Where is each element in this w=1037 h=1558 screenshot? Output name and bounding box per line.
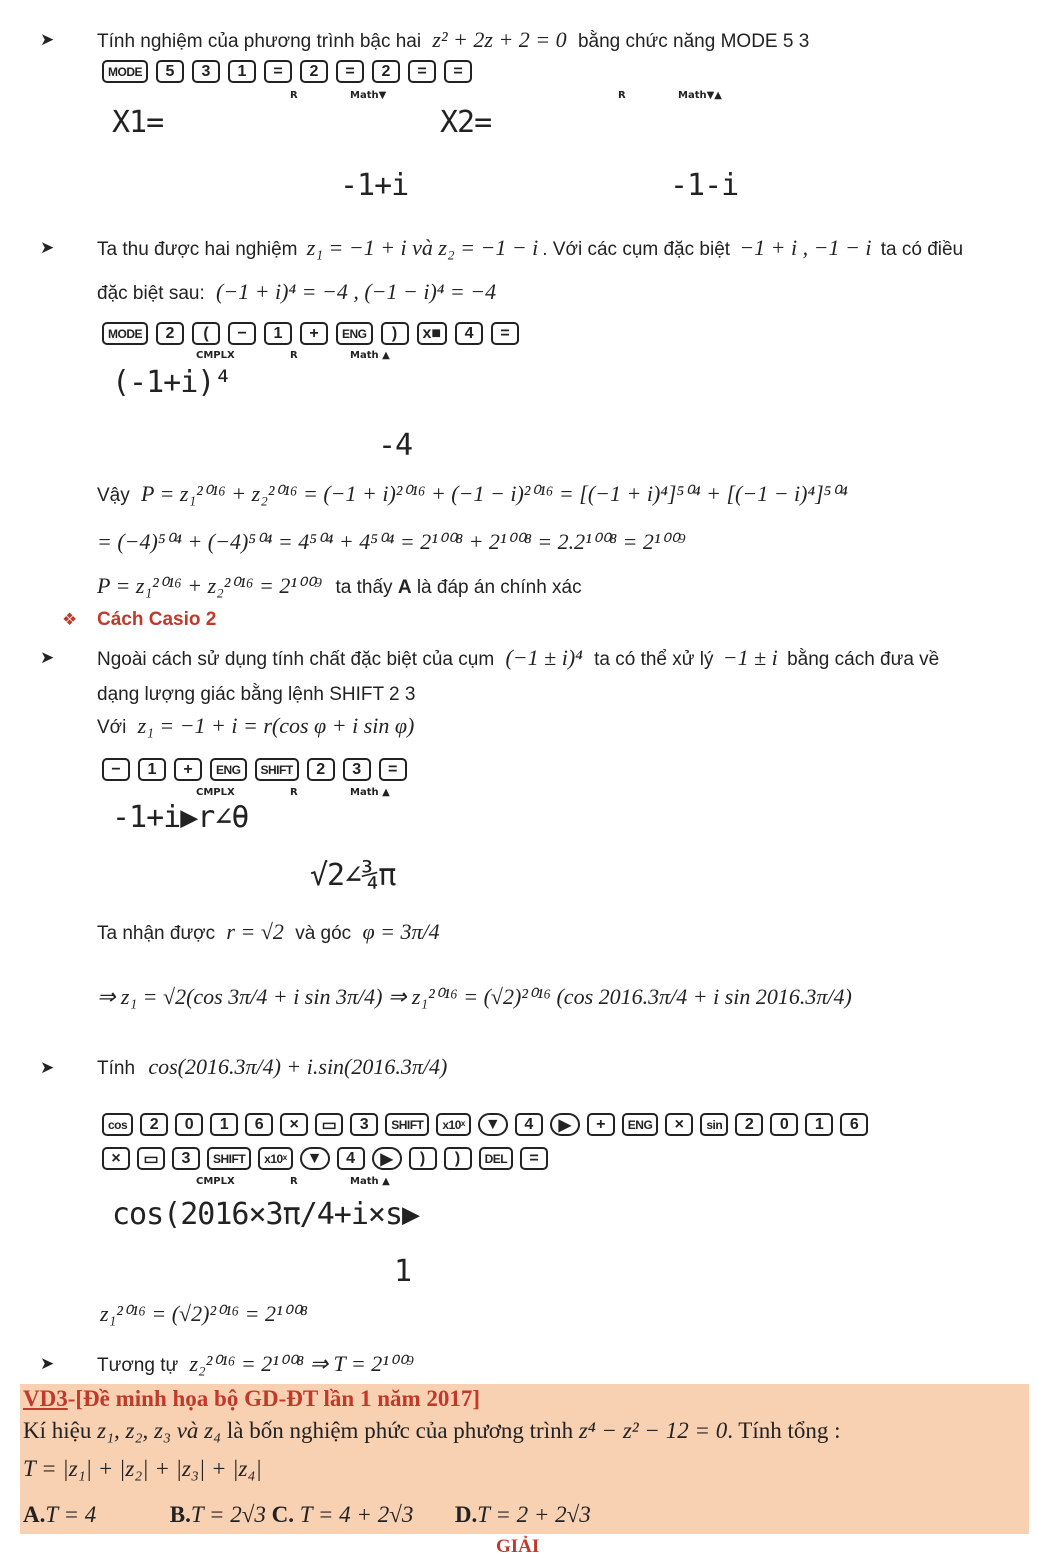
calc-key: ×	[665, 1113, 693, 1136]
s2-lcd-input: (-1+i)⁴	[112, 365, 232, 400]
bullet-arrow-icon: ➤	[40, 1058, 55, 1077]
bullet-arrow-icon: ➤	[40, 648, 55, 667]
calc-key: )	[444, 1147, 472, 1170]
calc-key: SHIFT	[207, 1147, 251, 1170]
calc-key: =	[408, 60, 436, 83]
s1-ind-right: Math▼▲	[678, 90, 722, 101]
x1-label: X1=	[112, 105, 164, 140]
s3-eq-f2: φ = 3π/4	[362, 919, 440, 944]
calc-key: 1	[264, 322, 292, 345]
calc-key: ▶	[372, 1147, 402, 1170]
s1-keys	[102, 60, 472, 83]
s2-conc-b: A	[397, 577, 412, 598]
s2-eq-a: z₁ = −1 + i và z₂ = −1 − i	[306, 235, 539, 260]
s1-equation: z² + 2z + 2 = 0	[432, 27, 567, 52]
s3-ind-cmplx: CMPLX	[196, 787, 235, 798]
opt-a: T = 4	[45, 1502, 97, 1527]
calc-key: =	[264, 60, 292, 83]
s3-text-f: Ta nhận được	[97, 923, 216, 944]
s3-text-c: bằng cách đưa về	[787, 649, 940, 670]
s2-line3	[97, 482, 848, 508]
calc-key: 4	[515, 1113, 543, 1136]
s2-eq-p2: = (−4)⁵⁰⁴ + (−4)⁵⁰⁴ = 4⁵⁰⁴ + 4⁵⁰⁴ = 2¹⁰⁰⁸ + 2¹⁰⁰⁸ = 2.2¹⁰⁰⁸ = 2¹⁰⁰⁹	[97, 529, 686, 554]
s3-eq-a: (−1 ± i)⁴	[505, 645, 583, 670]
s2-text-a: Ta thu được hai nghiệm	[97, 239, 298, 260]
s2-vay: Vậy	[97, 485, 130, 506]
s3-lcd-result: √2∠¾π	[310, 858, 396, 893]
vd3-l1-b: là bốn nghiệm phức của phương trình	[226, 1418, 574, 1443]
calc-key: ▭	[315, 1113, 343, 1136]
calc-key: 3	[343, 758, 371, 781]
calc-key: x10ˣ	[258, 1147, 292, 1170]
calc-key: 3	[172, 1147, 200, 1170]
x2-value: -1-i	[670, 168, 739, 203]
vd3-line2: T = |z₁| + |z₂| + |z₃| + |z₄|	[23, 1456, 262, 1481]
s4-lcd-input: cos(2016×3π/4+i×s▶	[112, 1197, 420, 1232]
s3-eq-f1: r = √2	[226, 919, 284, 944]
lcd-r-indicator-2: R	[618, 90, 626, 101]
s2-ind-math: Math ▲	[350, 350, 390, 361]
s3-eq-b: −1 ± i	[722, 645, 778, 670]
s4-eq-h: z₁²⁰¹⁶ = (√2)²⁰¹⁶ = 2¹⁰⁰⁸	[100, 1301, 308, 1326]
s1-line	[97, 28, 809, 54]
calc-key: )	[409, 1147, 437, 1170]
calc-key: 2	[140, 1113, 168, 1136]
s4-keys1	[102, 1113, 868, 1136]
s4-eq-a: cos(2016.3π/4) + i.sin(2016.3π/4)	[148, 1054, 448, 1079]
s2-line4	[97, 530, 686, 556]
s4-line1	[97, 1055, 447, 1081]
calc-key: 2	[735, 1113, 763, 1136]
s4-keys2	[102, 1147, 548, 1170]
calc-key: sin	[700, 1113, 728, 1136]
calc-key: ×	[102, 1147, 130, 1170]
vd3-box	[20, 1384, 1029, 1534]
s2-keys	[102, 322, 519, 345]
calc-key: −	[228, 322, 256, 345]
calc-key: ▼	[300, 1147, 330, 1170]
opt-d: T = 2 + 2√3	[477, 1502, 591, 1527]
s2-line1	[97, 236, 963, 262]
s2-line5	[97, 574, 582, 600]
s3-text-f2: và góc	[295, 923, 352, 944]
s3-text-a: Ngoài cách sử dụng tính chất đặc biệt của cụm	[97, 649, 495, 670]
calc-key: =	[336, 60, 364, 83]
s4-line3	[97, 1352, 414, 1378]
s3-text-e: Với	[97, 717, 127, 738]
opt-d-label: D.	[454, 1502, 478, 1527]
opt-b-label: B.	[169, 1502, 191, 1527]
calc-key: 0	[770, 1113, 798, 1136]
calc-key: =	[379, 758, 407, 781]
s2-text-c: ta có điều	[880, 239, 964, 260]
calc-key: SHIFT	[255, 758, 299, 781]
s4-lcd-result: 1	[394, 1254, 412, 1289]
calc-key: )	[381, 322, 409, 345]
lcd-r-indicator-4: R	[290, 787, 298, 798]
s4-ind-math: Math ▲	[350, 1176, 390, 1187]
calc-key: 2	[156, 322, 184, 345]
bullet-arrow-icon: ➤	[40, 1354, 55, 1373]
vd3-title-b: -[Đề minh họa bộ GD-ĐT lần 1 năm 2017]	[67, 1386, 481, 1411]
calc-key: SHIFT	[385, 1113, 429, 1136]
s3-line3	[97, 714, 414, 740]
bullet-arrow-icon: ➤	[40, 30, 55, 49]
s3-line4	[97, 920, 440, 946]
s1-text: Tính nghiệm của phương trình bậc hai	[97, 31, 422, 52]
s3-ind-math: Math ▲	[350, 787, 390, 798]
calc-key: 3	[192, 60, 220, 83]
calc-key: +	[300, 322, 328, 345]
footer-giai: GIẢI	[496, 1536, 540, 1557]
s2-eq-b: −1 + i , −1 − i	[739, 235, 872, 260]
calc-key: 2	[307, 758, 335, 781]
s3-keys	[102, 758, 407, 781]
vd3-l1-eq: z₁, z₂, z₃ và z₄	[97, 1418, 222, 1443]
s4-text-a: Tính	[97, 1058, 136, 1079]
calc-key: 4	[455, 322, 483, 345]
calc-key: =	[520, 1147, 548, 1170]
vd3-title	[23, 1386, 480, 1412]
opt-c: T = 4 + 2√3	[299, 1502, 414, 1527]
opt-a-label: A.	[23, 1502, 46, 1527]
s3-text-b: ta có thể xử lý	[594, 649, 714, 670]
calc-key: cos	[102, 1113, 133, 1136]
calc-key: ▼	[478, 1113, 508, 1136]
s3-text-d: dạng lượng giác bằng lệnh SHIFT 2 3	[97, 684, 416, 705]
calc-key: ▭	[137, 1147, 165, 1170]
s2-conc-c: là đáp án chính xác	[416, 577, 582, 598]
calc-key: 2	[300, 60, 328, 83]
s3-eq-g: ⇒ z₁ = √2(cos 3π/4 + i sin 3π/4) ⇒ z₁²⁰¹⁶ = (√2)²⁰¹⁶ (cos 2016.3π/4 + i sin 2016.3π/4)	[97, 984, 852, 1009]
calc-key: +	[174, 758, 202, 781]
calc-key: +	[587, 1113, 615, 1136]
opt-c-label: C.	[271, 1502, 295, 1527]
s3-lcd-input: -1+i▶r∠θ	[112, 800, 249, 835]
s2-eq-d: (−1 + i)⁴ = −4 , (−1 − i)⁴ = −4	[216, 279, 497, 304]
x2-label: X2=	[440, 105, 492, 140]
calc-key: MODE	[102, 322, 148, 345]
calc-key: 0	[175, 1113, 203, 1136]
lcd-r-indicator-5: R	[290, 1176, 298, 1187]
calc-key: 1	[210, 1113, 238, 1136]
calc-key: =	[444, 60, 472, 83]
calc-key: 3	[350, 1113, 378, 1136]
calc-key: 6	[245, 1113, 273, 1136]
vd3-l1-eq2: z⁴ − z² − 12 = 0	[578, 1418, 728, 1443]
bullet-arrow-icon: ➤	[40, 238, 55, 257]
s3-eq-e: z₁ = −1 + i = r(cos φ + i sin φ)	[137, 713, 415, 738]
calc-key: 1	[138, 758, 166, 781]
s2-line2	[97, 280, 496, 306]
calc-key: DEL	[479, 1147, 514, 1170]
vd3-line1	[23, 1418, 841, 1444]
opt-b: T = 2√3	[190, 1502, 266, 1527]
vd3-l1-c: . Tính tổng :	[727, 1418, 841, 1443]
s2-lcd-result: -4	[378, 428, 413, 463]
lcd-r-indicator: R	[290, 90, 298, 101]
s3-line1	[97, 646, 939, 672]
vd3-options	[23, 1502, 591, 1528]
vd3-l1-a: Kí hiệu	[23, 1418, 92, 1443]
s2-text-b: . Với các cụm đặc biệt	[542, 239, 731, 260]
calc-key: 1	[805, 1113, 833, 1136]
calc-key: ENG	[336, 322, 373, 345]
calc-key: ENG	[622, 1113, 659, 1136]
s2-eq-p1: P = z₁²⁰¹⁶ + z₂²⁰¹⁶ = (−1 + i)²⁰¹⁶ + (−1 − i)²⁰¹⁶ = [(−1 + i)⁴]⁵⁰⁴ + [(−1 − i)⁴]⁵⁰⁴	[141, 481, 848, 506]
calc-key: MODE	[102, 60, 148, 83]
calc-key: ENG	[210, 758, 247, 781]
s1-ind-left: Math▼	[350, 90, 387, 101]
s1-text2: bằng chức năng MODE 5 3	[577, 31, 810, 52]
lcd-r-indicator-3: R	[290, 350, 298, 361]
s4-ind-cmplx: CMPLX	[196, 1176, 235, 1187]
calc-key: =	[491, 322, 519, 345]
vd3-title-a: VD3	[23, 1386, 68, 1411]
s2-text-d: đặc biệt sau:	[97, 283, 205, 304]
x1-value: -1+i	[340, 168, 409, 203]
calc-key: 6	[840, 1113, 868, 1136]
s3-heading: Cách Casio 2	[97, 609, 217, 630]
calc-key: 4	[337, 1147, 365, 1170]
calc-key: ×	[280, 1113, 308, 1136]
calc-key: x10ˣ	[436, 1113, 470, 1136]
calc-key: ▶	[550, 1113, 580, 1136]
calc-key: 1	[228, 60, 256, 83]
s4-eq-i: z₂²⁰¹⁶ = 2¹⁰⁰⁸ ⇒ T = 2¹⁰⁰⁹	[189, 1351, 415, 1376]
s4-line2	[100, 1302, 308, 1328]
calc-key: x■	[417, 322, 448, 345]
calc-key: 2	[372, 60, 400, 83]
s2-eq-p3: P = z₁²⁰¹⁶ + z₂²⁰¹⁶ = 2¹⁰⁰⁹	[97, 573, 323, 598]
s2-ind-cmplx: CMPLX	[196, 350, 235, 361]
s3-line5	[97, 985, 852, 1011]
calc-key: (	[192, 322, 220, 345]
calc-key: −	[102, 758, 130, 781]
diamond-bullet-icon: ❖	[62, 610, 78, 629]
s4-text-i: Tương tự	[97, 1355, 179, 1376]
calc-key: 5	[156, 60, 184, 83]
s2-conc-a: ta thấy	[335, 577, 393, 598]
